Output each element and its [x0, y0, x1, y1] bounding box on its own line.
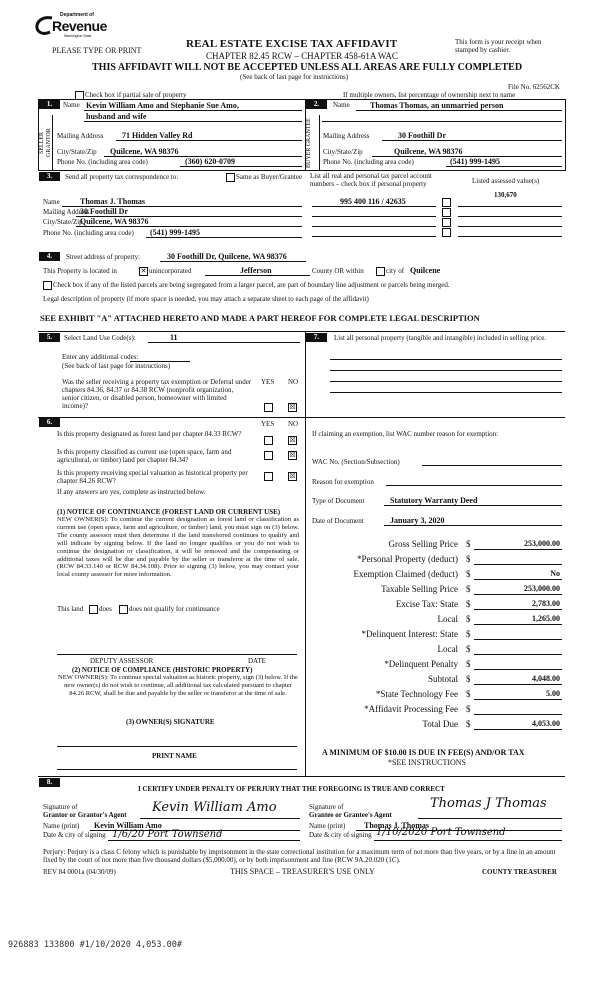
fee-value[interactable]: 4,048.00 [532, 674, 560, 683]
sec5-no-header: NO [288, 378, 299, 386]
chapter-line: CHAPTER 82.45 RCW – CHAPTER 458-61A WAC [206, 51, 398, 61]
tax-name[interactable]: Thomas J. Thomas [80, 197, 145, 206]
exemption-no-checkbox[interactable]: ☒ [289, 403, 296, 411]
fee-underline [474, 639, 562, 640]
dollar-sign: $ [466, 569, 471, 579]
receipt-note: This form is your receipt when stamped by cashier. [455, 38, 542, 54]
grantor-date-city[interactable]: 1/6/20 Port Townsend [112, 829, 223, 840]
same-as-buyer-checkbox[interactable] [226, 173, 235, 182]
sec5-yes-header: YES [261, 378, 275, 386]
land-does-label: does [99, 605, 112, 613]
dollar-sign: $ [466, 629, 471, 639]
exemption-yes-checkbox[interactable] [264, 403, 273, 412]
tax-phone[interactable]: (541) 999-1495 [150, 228, 200, 237]
seller-phone-label: Phone No. (including area code) [57, 158, 148, 166]
buyer-side-label: BUYER GRANTEE [306, 118, 312, 168]
section-4-number: 4. [39, 252, 60, 261]
fee-label: Local [437, 614, 458, 624]
fee-label: Total Due [422, 719, 458, 729]
section-3-number: 3. [39, 172, 60, 181]
current-use-no-checkbox[interactable]: ☒ [289, 451, 296, 459]
please-type: PLEASE TYPE OR PRINT [52, 46, 142, 55]
parcel-personal-checkbox-3[interactable] [442, 218, 451, 227]
doc-type[interactable]: Statutory Warranty Deed [390, 496, 478, 505]
fee-label: *Affidavit Processing Fee [364, 704, 458, 714]
certify-line: I CERTIFY UNDER PENALTY OF PERJURY THAT THE FOREGOING IS TRUE AND CORRECT [138, 785, 445, 793]
forest-yes-checkbox[interactable] [264, 436, 273, 445]
dollar-sign: $ [466, 599, 471, 609]
grantee-date-city[interactable]: 1/10/2020 Port Townsend [376, 827, 506, 838]
fee-label: *Delinquent Penalty [384, 659, 458, 669]
owner-signature-label: (3) OWNER(S) SIGNATURE [126, 718, 215, 726]
section-7-number: 7. [306, 333, 327, 342]
section-2-number: 2. [306, 100, 327, 109]
tax-phone-label: Phone No. (including area code) [43, 229, 134, 237]
grantee-name-print[interactable]: Thomas J. Thomas [364, 821, 429, 830]
buyer-phone-label: Phone No. (including area code) [323, 158, 414, 166]
seller-name[interactable]: Kevin William Amo and Stephanie Sue Amo, [86, 101, 239, 110]
dollar-sign: $ [466, 539, 471, 549]
warning-line: THIS AFFIDAVIT WILL NOT BE ACCEPTED UNLESS ALL AREAS ARE FULLY COMPLETED [92, 62, 523, 73]
fee-value[interactable]: 253,000.00 [524, 584, 560, 593]
fee-value[interactable]: 253,000.00 [524, 539, 560, 548]
buyer-phone[interactable]: (541) 999-1495 [450, 157, 500, 166]
wac-label: WAC No. (Section/Subsection) [312, 458, 400, 466]
seller-side-label: SELLER GRANTOR [39, 128, 52, 158]
file-number: File No. 62562CK [508, 83, 560, 91]
additional-codes-label: Enter any additional codes: [62, 353, 139, 361]
fee-underline [474, 549, 562, 550]
grantor-signature[interactable]: Kevin William Amo [152, 800, 277, 815]
grantee-signature[interactable]: Thomas J Thomas [430, 796, 547, 811]
seller-phone[interactable]: (360) 620-0709 [185, 157, 235, 166]
forest-land-question: Is this property designated as forest land per chapter 84.33 RCW? [57, 430, 242, 438]
dollar-sign: $ [466, 659, 471, 669]
same-as-buyer-label: Same as Buyer/Grantee [236, 173, 303, 181]
tax-address-label: Mailing Address [43, 208, 90, 216]
buyer-city-label: City/State/Zip [323, 148, 363, 156]
print-name-label: PRINT NAME [152, 752, 197, 760]
multiple-owners-note: If multiple owners, list percentage of ownership next to name [343, 91, 516, 99]
parcel-personal-checkbox-4[interactable] [442, 228, 451, 237]
fee-value[interactable]: 5.00 [546, 689, 560, 698]
sec6-yes-header: YES [261, 420, 275, 428]
see-instructions: *SEE INSTRUCTIONS [388, 758, 467, 767]
tax-city[interactable]: Quilcene, WA 98376 [80, 217, 149, 226]
city-checkbox[interactable] [376, 267, 385, 276]
forest-no-checkbox[interactable]: ☒ [289, 436, 296, 444]
logo-dept-text: Department of [60, 12, 94, 18]
seller-city-label: City/State/Zip [57, 148, 97, 156]
land-use-see-back: (See back of last page for instructions) [62, 362, 171, 370]
assessed-value[interactable]: 130,670 [494, 191, 517, 199]
treasurer-use-label: THIS SPACE – TREASURER'S USE ONLY [230, 867, 375, 876]
personal-property-label: List all personal property (tangible and intangible) included in selling price. [334, 334, 547, 342]
section-1-number: 1. [39, 100, 60, 109]
parcel-personal-checkbox-1[interactable] [442, 198, 451, 207]
fee-underline [474, 669, 562, 670]
dollar-sign: $ [466, 719, 471, 729]
fee-underline [474, 729, 562, 730]
land-use-label: Select Land Use Code(s): [64, 334, 136, 342]
exemption-label: If claiming an exemption, list WAC number reason for exemption: [312, 430, 499, 438]
seller-name-label: Name [63, 101, 80, 109]
see-back-note: (See back of last page for instructions) [240, 73, 349, 81]
section-5-number: 5. [39, 333, 60, 342]
tax-name-label: Name [43, 198, 60, 206]
exhibit-line: SEE EXHIBIT "A" ATTACHED HERETO AND MADE A PART HEREOF FOR COMPLETE LEGAL DESCRIPTION [40, 313, 480, 323]
fee-underline [474, 579, 562, 580]
assessor-date-label: DATE [248, 657, 266, 665]
fee-underline [474, 594, 562, 595]
dollar-sign: $ [466, 674, 471, 684]
fee-label: Exemption Claimed (deduct) [353, 569, 458, 579]
grantee-name-print-label: Name (print) [309, 822, 346, 830]
continuance-title: (1) NOTICE OF CONTINUANCE (FOREST LAND OR CURRENT USE) [57, 508, 281, 516]
logo-state: Washington State [64, 34, 92, 38]
dollar-sign: $ [466, 644, 471, 654]
this-land-label: This land [57, 605, 84, 613]
logo-word: Revenue [52, 18, 107, 34]
compliance-title: (2) NOTICE OF COMPLIANCE (HISTORIC PROPERTY) [72, 666, 253, 674]
fee-value[interactable]: 1,265.00 [532, 614, 560, 623]
dollar-sign: $ [466, 584, 471, 594]
answers-yes-note: If any answers are yes, complete as instructed below. [57, 488, 206, 496]
historic-no-checkbox[interactable]: ☒ [289, 472, 296, 480]
fee-value[interactable]: 4,053.00 [532, 719, 560, 728]
county-treasurer-label: COUNTY TREASURER [482, 868, 557, 876]
fee-underline [474, 624, 562, 625]
dollar-sign: $ [466, 689, 471, 699]
exemption-question: Was the seller receiving a property tax exemption or Deferral under chapters 84.36, 84.37 or 84.38 RCW (nonprofit organization, senior citizen, or disabled person, homeowner with limited income)? [62, 378, 252, 410]
parcel-number[interactable]: 995 400 116 / 42635 [340, 197, 406, 206]
reason-label: Reason for exemption [312, 478, 374, 486]
tax-address[interactable]: 30 Foothill Dr [80, 207, 128, 216]
historic-yes-checkbox[interactable] [264, 472, 273, 481]
doc-type-label: Type of Document [312, 497, 365, 505]
fee-underline [474, 654, 562, 655]
grantor-sig-label-2: Grantor or Grantor's Agent [43, 811, 127, 819]
current-use-question: Is this property classified as current use (open space, farm and agricultural, or timber) land per chapter 84.34? [57, 448, 232, 464]
fee-value[interactable]: 2,783.00 [532, 599, 560, 608]
section-6-number: 6. [39, 418, 60, 427]
fee-label: *Delinquent Interest: State [361, 629, 458, 639]
grantee-sig-label-2: Grantee or Grantee's Agent [309, 811, 392, 819]
land-does-checkbox[interactable] [89, 605, 98, 614]
fee-label: Taxable Selling Price [381, 584, 458, 594]
revision-code: REV 84 0001a (04/30/09) [43, 868, 116, 876]
located-label: This Property is located in [43, 267, 117, 275]
dor-logo [34, 10, 107, 44]
land-does-not-checkbox[interactable] [119, 605, 128, 614]
fee-underline [474, 714, 562, 715]
perjury-note: Perjury: Perjury is a class C felony which is punishable by imprisonment in the state correctional institution for a maximum term of not more than five years, or by a fine in an amount fixed by the court of not more than five thousand dollars ($5,000.00), or by both imprisonment and fine (RCW 9A.20.020 (1C). [43, 848, 556, 864]
segregated-checkbox[interactable] [43, 281, 52, 290]
fee-underline [474, 699, 562, 700]
doc-date-label: Date of Document [312, 517, 364, 525]
fee-label: Subtotal [427, 674, 458, 684]
grantee-date-city-label: Date & city of signing [309, 831, 372, 839]
compliance-text: NEW OWNER(S): To continue special valuation as historic property, sign (3) below. If the new owner(s) do not wish to continue, all additional tax calculated pursuant to chapter 84.26 RCW, shall be due and payable by the seller or transferor at the time of sale. [58, 674, 298, 697]
unincorporated-checkbox[interactable]: ✕ [140, 267, 147, 275]
fee-underline [474, 564, 562, 565]
fee-label: Excise Tax: State [395, 599, 458, 609]
fee-label: Gross Selling Price [388, 539, 458, 549]
parcel-header: List all real and personal tax parcel account numbers – check box if personal property [310, 172, 432, 188]
grantor-name-print-label: Name (print) [43, 822, 80, 830]
fee-label: *State Technology Fee [375, 689, 458, 699]
minimum-fee-note: A MINIMUM OF $10.00 IS DUE IN FEE(S) AND/OR TAX [322, 748, 525, 757]
seller-address-label: Mailing Address [57, 132, 104, 140]
buyer-name-label: Name [333, 101, 350, 109]
buyer-name[interactable]: Thomas Thomas, an unmarried person [370, 101, 504, 110]
grantee-sig-label-1: Signature of [309, 803, 344, 811]
send-tax-label: Send all property tax correspondence to: [65, 173, 179, 181]
fee-value[interactable]: No [550, 569, 560, 578]
form-title: REAL ESTATE EXCISE TAX AFFIDAVIT [186, 38, 398, 50]
fee-label: *Personal Property (deduct) [357, 554, 458, 564]
segregated-label: Check box if any of the listed parcels are being segregated from a larger parcel, are part of boundary line adjustment or parcels being merged. [53, 281, 450, 289]
parcel-personal-checkbox-2[interactable] [442, 208, 451, 217]
partial-sale-label: Check box if partial sale of property [85, 91, 187, 99]
city-of-label: city of [386, 267, 405, 275]
buyer-city[interactable]: Quilcene, WA 98376 [394, 147, 463, 156]
county-or-within: County OR within [312, 267, 364, 275]
buyer-address[interactable]: 30 Foothill Dr [398, 131, 446, 140]
grantor-date-city-label: Date & city of signing [43, 831, 106, 839]
dollar-sign: $ [466, 614, 471, 624]
fee-label: Local [437, 644, 458, 654]
assessed-header: Listed assessed value(s) [472, 177, 540, 185]
continuance-text: NEW OWNER(S): To continue the current designation as forest land or classification as current use (open space, farm and agriculture, or timber) land, you must sign on (3) below. The county assessor must then determine if the land transferred continues to qualify and will indicate by signing below. If the land no longer qualifies or you do not wish to continue the designation or classification, it will be removed and the compensating or additional taxes will be due and payable by the seller or transferor at the time of sale. (RCW 84.33.140 or RCW 84.34.108). Prior to signing (3) below, you may contact your local county assessor for more information. [57, 516, 299, 579]
cashier-stamp: 926883 133800 #1/10/2020 4,053.00# [8, 940, 182, 950]
grantor-name-print[interactable]: Kevin William Amo [94, 821, 162, 830]
doc-date[interactable]: January 3, 2020 [390, 516, 445, 525]
fee-underline [474, 684, 562, 685]
seller-city[interactable]: Quilcene, WA 98376 [110, 147, 179, 156]
fee-underline [474, 609, 562, 610]
street-label: Street address of property: [66, 253, 141, 261]
grantor-sig-label-1: Signature of [43, 803, 78, 811]
historic-question: Is this property receiving special valuation as historical property per chapter 84.26 RCW? [57, 469, 248, 485]
land-use-code[interactable]: 11 [170, 333, 178, 342]
seller-name-line2[interactable]: husband and wife [86, 112, 147, 121]
sec6-no-header: NO [288, 420, 299, 428]
tax-city-label: City/State/Zip [43, 218, 83, 226]
legal-description-label: Legal description of property (if more space is needed, you may attach a separate sheet to each page of the affidavit) [43, 295, 369, 303]
dollar-sign: $ [466, 704, 471, 714]
deputy-assessor-label: DEPUTY ASSESSOR [90, 657, 154, 665]
city-name[interactable]: Quilcene [410, 266, 441, 275]
section-8-number: 8. [39, 778, 60, 787]
street-address[interactable]: 30 Foothill Dr, Quilcene, WA 98376 [167, 252, 287, 261]
land-does-not-label: does not qualify for continuance [129, 605, 220, 613]
dollar-sign: $ [466, 554, 471, 564]
buyer-address-label: Mailing Address [323, 132, 370, 140]
county-name[interactable]: Jefferson [240, 266, 272, 275]
seller-address[interactable]: 71 Hidden Valley Rd [122, 131, 193, 140]
current-use-yes-checkbox[interactable] [264, 451, 273, 460]
unincorporated-label: unincorporated [149, 267, 192, 275]
